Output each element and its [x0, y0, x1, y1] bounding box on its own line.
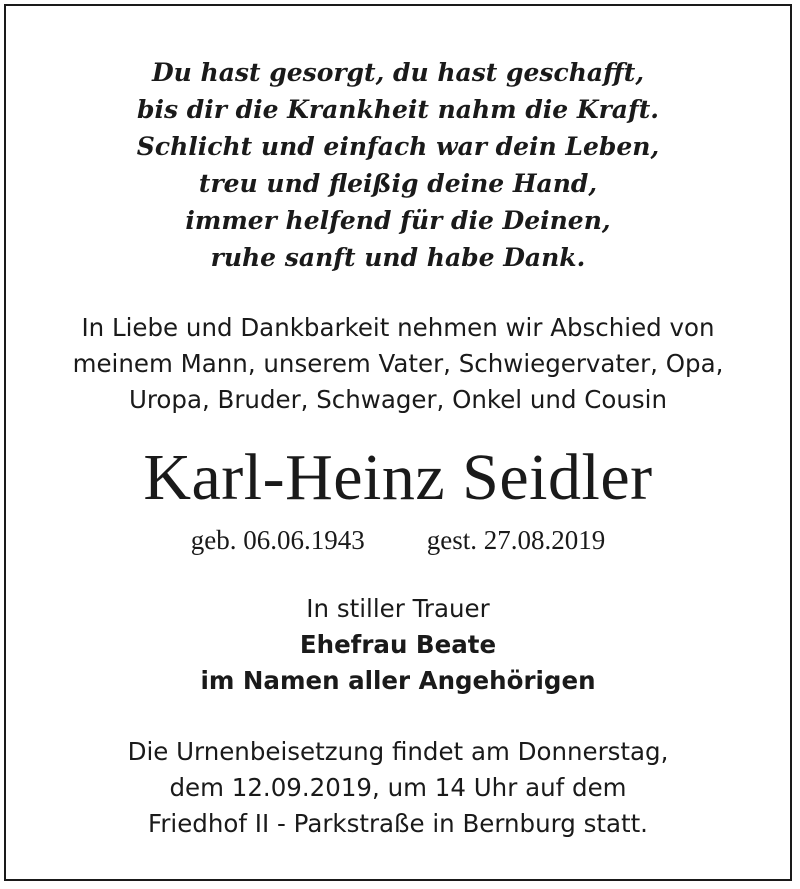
poem-line: ruhe sanft und habe Dank. [210, 243, 586, 272]
mourning-heading: In stiller Trauer [306, 594, 490, 623]
burial-line: Die Urnenbeisetzung findet am Donnerstag, [127, 737, 669, 766]
farewell-line: meinem Mann, unserem Vater, Schwiegervater, Opa, [72, 349, 724, 378]
spouse-name: Ehefrau Beate [299, 630, 497, 659]
birth-date: geb. 06.06.1943 [190, 525, 365, 555]
poem-line: immer helfend für die Deinen, [185, 206, 611, 235]
life-dates [6, 522, 790, 558]
burial-line: Friedhof II - Parkstraße in Bernburg statt. [148, 809, 648, 838]
poem-line: Schlicht und einfach war dein Leben, [136, 132, 660, 161]
relatives-line: im Namen aller Angehörigen [200, 666, 596, 695]
burial-announcement [6, 734, 790, 842]
memorial-poem [6, 54, 790, 276]
poem-line: Du hast gesorgt, du hast geschafft, [151, 58, 645, 87]
farewell-line: Uropa, Bruder, Schwager, Onkel und Cousin [128, 385, 668, 414]
death-date: gest. 27.08.2019 [426, 525, 606, 555]
poem-line: bis dir die Krankheit nahm die Kraft. [136, 95, 660, 124]
obituary-notice [4, 4, 792, 881]
farewell-line: In Liebe und Dankbarkeit nehmen wir Abschied von [81, 313, 715, 342]
mourners-block [6, 591, 790, 699]
burial-line: dem 12.09.2019, um 14 Uhr auf dem [169, 773, 627, 802]
poem-line: treu und fleißig deine Hand, [198, 169, 598, 198]
deceased-name: Karl-Heinz Seidler [143, 441, 653, 514]
farewell-text [6, 310, 790, 418]
